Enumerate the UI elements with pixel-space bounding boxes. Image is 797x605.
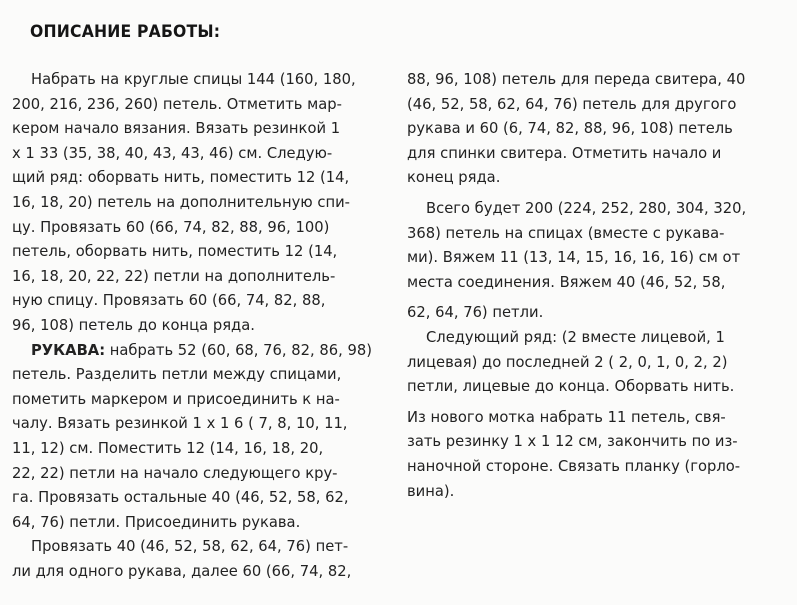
line-text: 16, 18, 20) петель на дополнительную спи- bbox=[12, 192, 350, 211]
line-text: пометить маркером и присоединить к на- bbox=[12, 389, 340, 408]
text-line bbox=[12, 116, 390, 141]
text-line bbox=[12, 67, 390, 92]
text-line bbox=[12, 141, 390, 166]
line-text: лицевая) до последней 2 ( 2, 0, 1, 0, 2, 2) bbox=[407, 352, 728, 371]
text-line bbox=[407, 116, 778, 141]
line-text: Всего будет 200 (224, 252, 280, 304, 320, bbox=[426, 198, 747, 217]
text-line bbox=[407, 67, 778, 92]
text-line bbox=[12, 559, 390, 584]
text-line bbox=[12, 264, 390, 289]
line-text: чалу. Вязать резинкой 1 х 1 6 ( 7, 8, 10, 11, bbox=[12, 414, 348, 433]
text-line bbox=[12, 534, 390, 559]
text-line bbox=[12, 165, 390, 190]
line-text: 64, 76) петли. Присоединить рукава. bbox=[12, 512, 301, 531]
text-line bbox=[12, 288, 390, 313]
text-line bbox=[12, 387, 390, 412]
line-text: набрать 52 (60, 68, 76, 82, 86, 98) bbox=[105, 340, 372, 359]
line-text: ли для одного рукава, далее 60 (66, 74, 82, bbox=[12, 561, 352, 580]
text-line bbox=[12, 92, 390, 117]
text-line bbox=[407, 196, 778, 221]
line-text: ми). Вяжем 11 (13, 14, 15, 16, 16, 16) см от bbox=[407, 248, 741, 267]
line-text: ную спицу. Провязать 60 (66, 74, 82, 88, bbox=[12, 291, 326, 310]
line-text: Следующий ряд: (2 вместе лицевой, 1 bbox=[426, 327, 725, 346]
right-text-column bbox=[407, 67, 778, 503]
line-text: вина). bbox=[407, 481, 455, 500]
line-text: места соединения. Вяжем 40 (46, 52, 58, bbox=[407, 272, 726, 291]
text-line bbox=[407, 454, 778, 479]
page-heading: ОПИСАНИЕ РАБОТЫ: bbox=[30, 22, 221, 42]
text-line bbox=[12, 215, 390, 240]
text-line bbox=[407, 405, 778, 430]
text-line bbox=[407, 165, 778, 190]
line-text: х 1 33 (35, 38, 40, 43, 43, 46) см. Следую- bbox=[12, 143, 333, 162]
line-text: цу. Провязать 60 (66, 74, 82, 88, 96, 100) bbox=[12, 217, 330, 236]
line-text: 200, 216, 236, 260) петель. Отметить мар- bbox=[12, 94, 342, 113]
text-line bbox=[12, 190, 390, 215]
line-text: конец ряда. bbox=[407, 168, 501, 187]
line-text: кером начало вязания. Вязать резинкой 1 bbox=[12, 119, 341, 138]
text-line bbox=[12, 239, 390, 264]
text-line bbox=[407, 479, 778, 504]
line-text: Набрать на круглые спицы 144 (160, 180, bbox=[31, 70, 356, 88]
line-text: 62, 64, 76) петли. bbox=[407, 303, 544, 322]
text-line bbox=[12, 436, 390, 461]
line-text: (46, 52, 58, 62, 64, 76) петель для другого bbox=[407, 94, 737, 113]
line-text: щий ряд: оборвать нить, поместить 12 (14, bbox=[12, 168, 350, 187]
line-text: Из нового мотка набрать 11 петель, свя- bbox=[407, 407, 726, 426]
text-line bbox=[407, 429, 778, 454]
text-line bbox=[407, 221, 778, 246]
line-text: петли, лицевые до конца. Оборвать нить. bbox=[407, 377, 735, 396]
left-text-column bbox=[12, 67, 390, 583]
text-line bbox=[407, 325, 778, 350]
text-line bbox=[407, 270, 778, 295]
text-line bbox=[407, 245, 778, 270]
line-text: 16, 18, 20, 22, 22) петли на дополнитель- bbox=[12, 266, 336, 285]
text-line bbox=[12, 362, 390, 387]
text-line bbox=[407, 141, 778, 166]
line-text: петель. Разделить петли между спицами, bbox=[12, 365, 342, 384]
line-text: 368) петель на спицах (вместе с рукава- bbox=[407, 223, 725, 242]
text-line bbox=[407, 350, 778, 375]
line-text: га. Провязать остальные 40 (46, 52, 58, 62, bbox=[12, 488, 349, 507]
line-text: 88, 96, 108) петель для переда свитера, 40 bbox=[407, 70, 746, 88]
text-line bbox=[12, 485, 390, 510]
line-text: для спинки свитера. Отметить начало и bbox=[407, 143, 722, 162]
text-line bbox=[12, 338, 390, 363]
text-line bbox=[12, 313, 390, 338]
section-label: РУКАВА: bbox=[31, 340, 106, 359]
text-line bbox=[12, 510, 390, 535]
line-text: зать резинку 1 х 1 12 см, закончить по из- bbox=[407, 432, 738, 451]
text-line bbox=[407, 374, 778, 399]
line-text: 96, 108) петель до конца ряда. bbox=[12, 315, 255, 334]
line-text: петель, оборвать нить, поместить 12 (14, bbox=[12, 242, 338, 261]
text-line bbox=[407, 92, 778, 117]
line-text: наночной стороне. Связать планку (горло- bbox=[407, 456, 741, 475]
line-text: Провязать 40 (46, 52, 58, 62, 64, 76) пет- bbox=[31, 537, 349, 556]
line-text: 22, 22) петли на начало следующего кру- bbox=[12, 463, 338, 482]
line-text: 11, 12) см. Поместить 12 (14, 16, 18, 20, bbox=[12, 438, 324, 457]
text-line bbox=[12, 461, 390, 486]
text-line bbox=[407, 300, 778, 325]
text-line bbox=[12, 411, 390, 436]
line-text: рукава и 60 (6, 74, 82, 88, 96, 108) петель bbox=[407, 119, 733, 138]
